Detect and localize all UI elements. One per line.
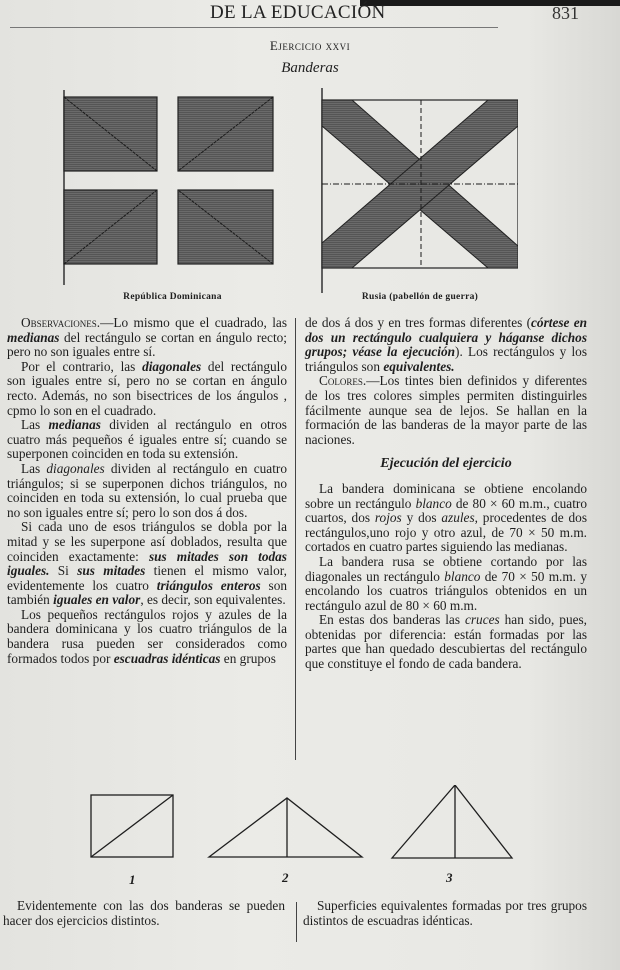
page-number: 831 bbox=[552, 3, 579, 23]
dominican-flag-figure bbox=[60, 90, 290, 290]
figure-label-2: 2 bbox=[282, 870, 289, 885]
paragraph-observaciones: Observaciones.—Lo mismo que el cuadrado, las medianas del rectángulo se cortan en ángulo recto; pero no son iguales entre sí. bbox=[7, 315, 287, 360]
russian-flag-caption: Rusia (pabellón de guerra) bbox=[361, 292, 479, 302]
paragraph-diagonales: Por el contrario, las diagonales del rectángulo son iguales entre sí, pero no se cortan en ángulo recto. Además, no son bisectrices de los ángulos , cpmo lo son en el cuadrado. bbox=[7, 358, 288, 418]
footer-divider bbox=[296, 902, 297, 942]
geometry-figures bbox=[85, 785, 525, 865]
paragraph-diagonales-triangulos: Las diagonales dividen al rectángulo en cuatro triángulos; si se superponen dichos triángulos, no coinciden en toda su extensión, lo cual prueba que no son iguales entre sí; pero lo son dos á dos. bbox=[7, 460, 287, 520]
paragraph-bandera-dominicana: La bandera dominicana se obtiene encolando sobre un rectángulo blanco de 80 × 60 m.m., cuatro cuartos, dos rojos y dos azules, procedentes de dos rectángulos,uno rojo y otro azul, de 70 × 50 m.m. cortados en cuatro partes siguiendo las medianas. bbox=[305, 480, 587, 555]
paragraph-grupos: de dos á dos y en tres formas diferentes (córtese en dos un rectángulo cualquiera y háganse dichos grupos; véase la ejecución). Los rectángulos y los triángulos son equivalentes. bbox=[305, 315, 587, 374]
right-column bbox=[305, 316, 587, 672]
exercise-subtitle: Banderas bbox=[281, 60, 339, 76]
paragraph-escuadras: Los pequeños rectángulos rojos y azules de la bandera dominicana y los cuatro triángulos de la bandera rusa pueden ser considerados como formados todos por escuadras idénticas en grupos bbox=[7, 606, 287, 666]
dominican-flag-caption: República Dominicana bbox=[123, 292, 222, 302]
paragraph-bandera-rusa: La bandera rusa se obtiene cortando por las diagonales un rectángulo blanco de 70 × 50 m.m. y encolando los cuatros triángulos obtenidos en un rectángulo azul de 80 × 60 m.m. bbox=[305, 553, 588, 613]
footer-right-text: Superficies equivalentes formadas por tres grupos distintos de escuadras idénticas. bbox=[303, 898, 587, 928]
paragraph-mitades: Si cada uno de esos triángulos se dobla por la mitad y se les superpone así doblados, resulta que coinciden exactamente: sus mitades son todas iguales. Si sus mitades tienen el mismo valor, evidentemente los cuatro triángulos enteros son también iguales en valor, es decir, son equivalentes. bbox=[7, 519, 287, 608]
footer-right bbox=[303, 899, 587, 928]
left-column bbox=[7, 316, 287, 666]
paragraph-medianas: Las medianas dividen al rectángulo en otros cuatro más pequeños é iguales entre sí; cuando se superponen coinciden en toda su extensión. bbox=[7, 417, 287, 462]
paragraph-cruces: En estas dos banderas las cruces han sido, pues, obtenidas por diferencia: están formadas por las partes que han quedado descubiertas del rectángulo que constituye el fondo de cada bandera. bbox=[305, 612, 587, 672]
column-divider bbox=[295, 318, 296, 760]
running-head-title: DE LA EDUCACIÓN bbox=[210, 2, 386, 23]
figure-label-1: 1 bbox=[129, 872, 136, 887]
footer-left-text: Evidentemente con las dos banderas se pueden hacer dos ejercicios distintos. bbox=[3, 898, 285, 928]
russian-flag-figure bbox=[318, 88, 518, 293]
paragraph-colores: Colores.—Los tintes bien definidos y diferentes de los tres colores simples permiten distinguirles fácilmente aunque sea de lejos. Se hallan en la formación de las banderas de la mayor parte de las naciones. bbox=[305, 373, 587, 447]
footer-left bbox=[3, 899, 285, 928]
running-head bbox=[0, 0, 620, 30]
figure-label-3: 3 bbox=[446, 870, 453, 885]
header-rule bbox=[10, 27, 498, 28]
exercise-title: Ejercicio xxvi bbox=[269, 38, 351, 53]
section-heading-ejecucion: Ejecución del ejercicio bbox=[380, 456, 512, 472]
